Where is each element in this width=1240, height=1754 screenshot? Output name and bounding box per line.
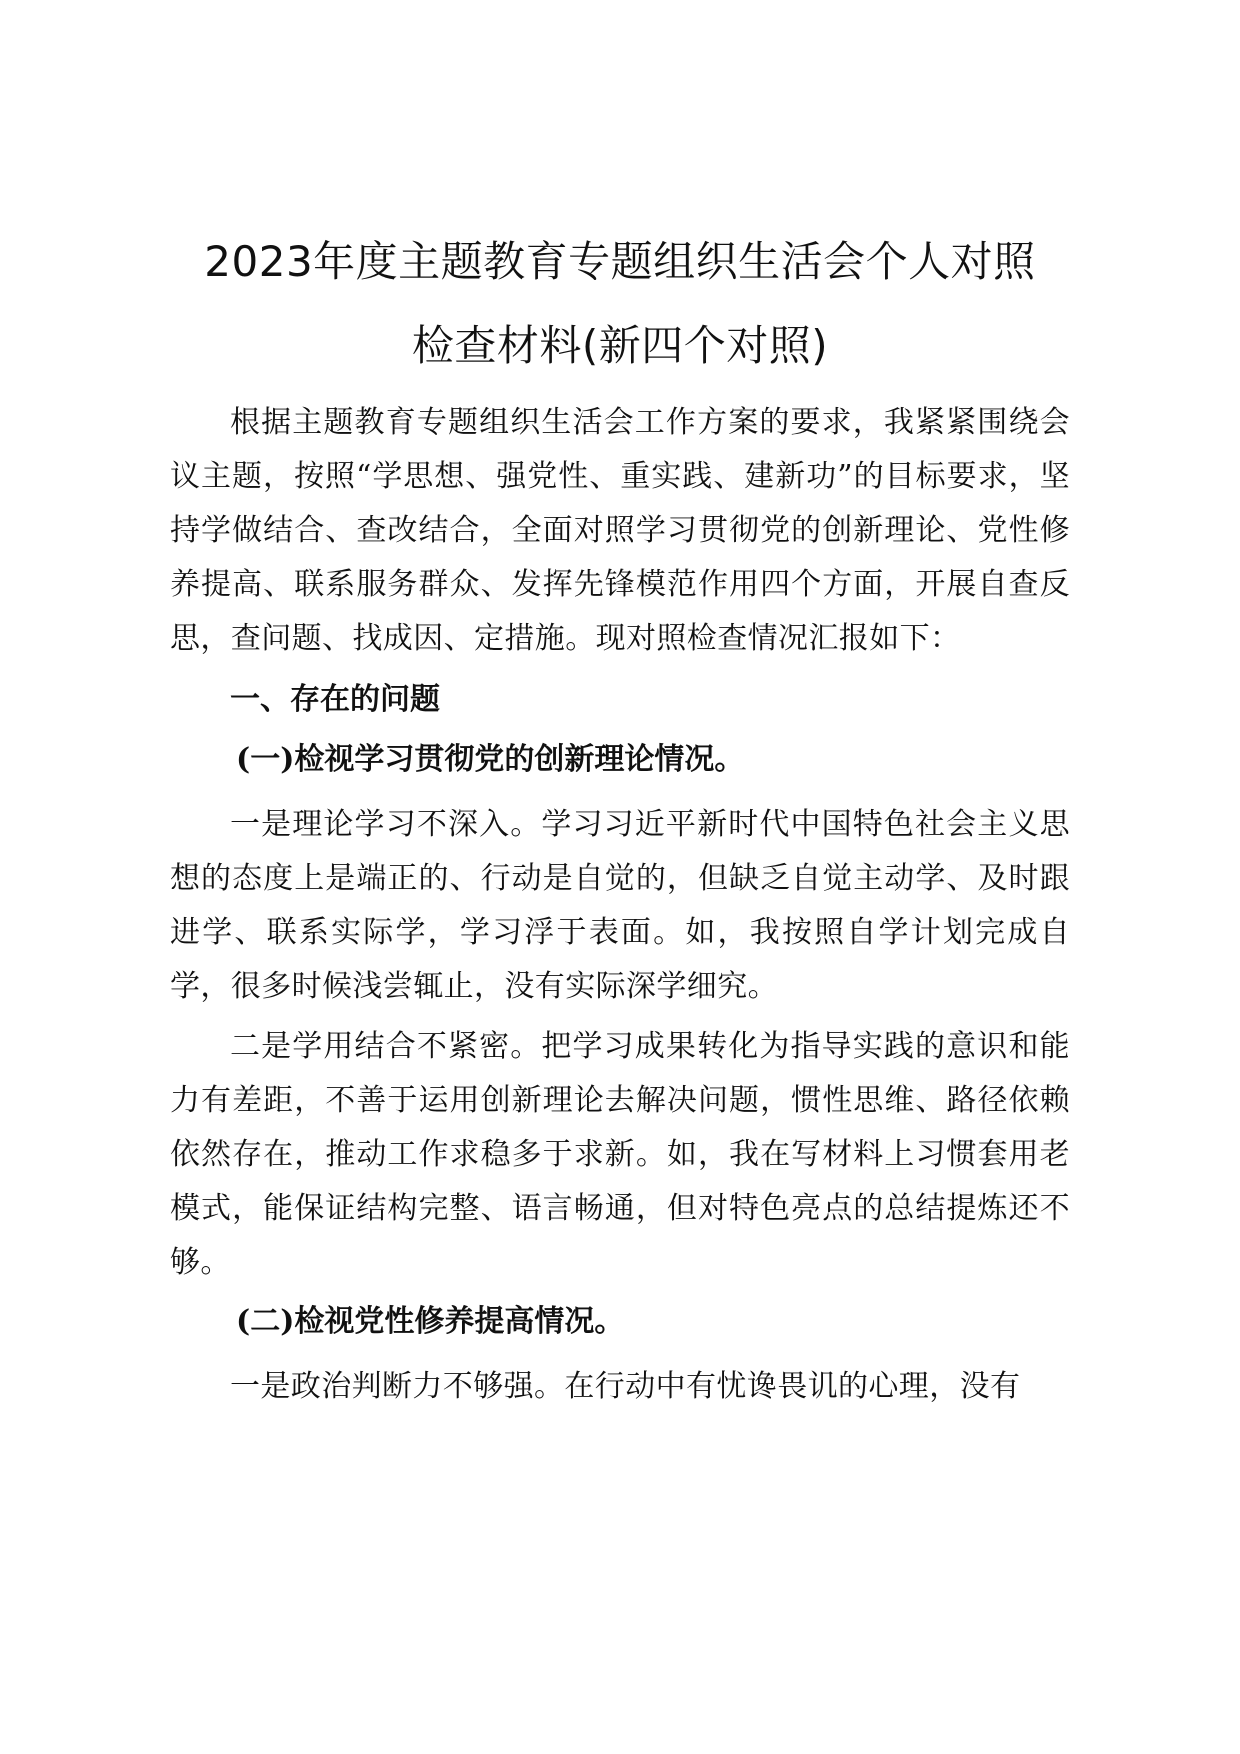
paragraph-study-application: 二是学用结合不紧密。把学习成果转化为指导实践的意识和能力有差距，不善于运用创新理论去解决问题，惯性思维、路径依赖依然存在，推动工作求稳多于求新。如，我在写材料上习惯套用老模式，能保证结构完整、语言畅通，但对特色亮点的总结提炼还不够。 (170, 1029, 1070, 1280)
intro-paragraph: 根据主题教育专题组织生活会工作方案的要求，我紧紧围绕会议主题，按照“学思想、强党性、重实践、建新功”的目标要求，坚持学做结合、查改结合，全面对照学习贯彻党的创新理论、党性修养提高、联系服务群众、发挥先锋模范作用四个方面，开展自查反思，查问题、找成因、定措施。现对照检查情况汇报如下： (170, 405, 1070, 656)
document-title (170, 220, 1070, 388)
paragraph-theory-study: 一是理论学习不深入。学习习近平新时代中国特色社会主义思想的态度上是端正的、行动是自觉的，但缺乏自觉主动学、及时跟进学、联系实际学，学习浮于表面。如，我按照自学计划完成自学，很多时候浅尝辄止，没有实际深学细究。 (170, 807, 1070, 1004)
document-title-line2: 检查材料(新四个对照) (411, 321, 829, 370)
section-heading-problems: 一、存在的问题 (230, 682, 440, 717)
subsection-heading-party-spirit: (二)检视党性修养提高情况。 (236, 1304, 625, 1339)
paragraph-political-judgment: 一是政治判断力不够强。在行动中有忧谗畏讥的心理，没有 (230, 1369, 1021, 1404)
document-title-line1: 2023年度主题教育专题组织生活会个人对照 (204, 237, 1036, 286)
subsection-heading-theory: (一)检视学习贯彻党的创新理论情况。 (236, 742, 745, 777)
document-body (170, 220, 1070, 1414)
